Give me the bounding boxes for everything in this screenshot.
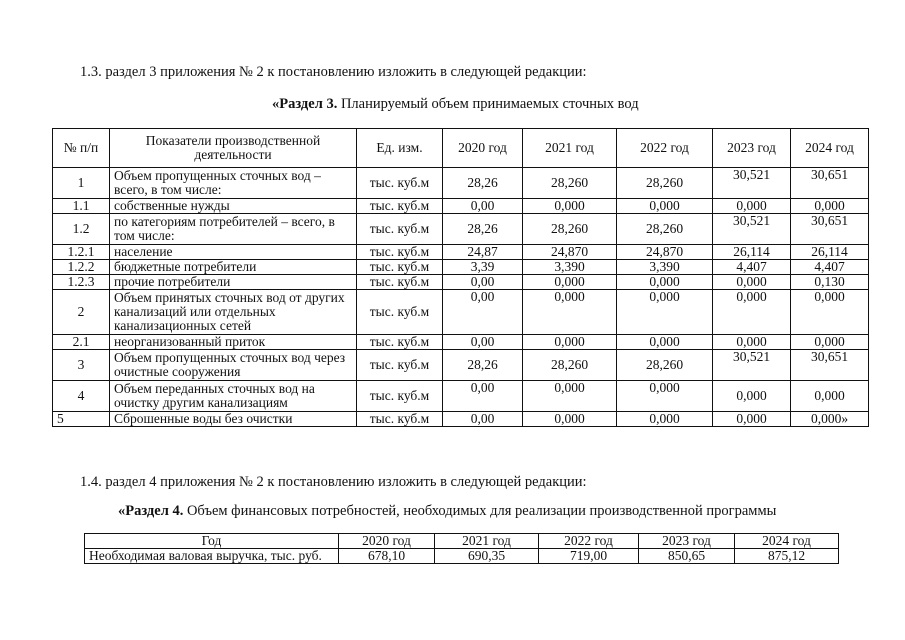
- cell-2023: 0,000: [713, 335, 791, 350]
- row-name: Объем переданных сточных вод на очистку другим канализациям: [110, 381, 357, 412]
- cell-2024: 875,12: [735, 549, 839, 564]
- cell-2021: 0,000: [523, 335, 617, 350]
- cell-2022: 0,000: [617, 290, 713, 335]
- cell-2024: 4,407: [791, 260, 869, 275]
- row-unit: тыс. куб.м: [357, 168, 443, 199]
- section-4-title-text: Объем финансовых потребностей, необходимых для реализации производственной программы: [183, 503, 777, 519]
- cell-2024: 30,651: [791, 214, 869, 245]
- row-name: Объем принятых сточных вод от других канализаций или отдельных канализационных сетей: [110, 290, 357, 335]
- header-2024: 2024 год: [735, 534, 839, 549]
- cell-2024: 26,114: [791, 245, 869, 260]
- header-num: № п/п: [53, 129, 110, 168]
- cell-2022: 28,260: [617, 214, 713, 245]
- cell-2023: 850,65: [639, 549, 735, 564]
- cell-2021: 3,390: [523, 260, 617, 275]
- table-row: [53, 335, 869, 350]
- cell-2021: 0,000: [523, 275, 617, 290]
- cell-2024: 30,651: [791, 350, 869, 381]
- row-name: собственные нужды: [110, 199, 357, 214]
- table-row: [85, 549, 839, 564]
- cell-2020: 0,00: [443, 290, 523, 335]
- row-num: 1.2.2: [53, 260, 110, 275]
- cell-2023: 30,521: [713, 350, 791, 381]
- table-row: [53, 214, 869, 245]
- row-num: 4: [53, 381, 110, 412]
- cell-2021: 28,260: [523, 168, 617, 199]
- cell-2020: 28,26: [443, 168, 523, 199]
- row-name: прочие потребители: [110, 275, 357, 290]
- table-header-row: [85, 534, 839, 549]
- cell-2023: 0,000: [713, 412, 791, 427]
- table-row: [53, 199, 869, 214]
- cell-2022: 24,870: [617, 245, 713, 260]
- paragraph-1-3: 1.3. раздел 3 приложения № 2 к постановлению изложить в следующей редакции:: [80, 64, 587, 80]
- cell-2022: 3,390: [617, 260, 713, 275]
- cell-2020: 28,26: [443, 350, 523, 381]
- section-4-title: [118, 503, 776, 520]
- cell-2021: 0,000: [523, 381, 617, 412]
- row-label: Необходимая валовая выручка, тыс. руб.: [85, 549, 339, 564]
- section-4-prefix: «Раздел 4.: [118, 503, 184, 519]
- cell-2023: 0,000: [713, 290, 791, 335]
- cell-2021: 24,870: [523, 245, 617, 260]
- cell-2020: 0,00: [443, 412, 523, 427]
- row-unit: тыс. куб.м: [357, 214, 443, 245]
- cell-2023: 0,000: [713, 199, 791, 214]
- row-unit: тыс. куб.м: [357, 199, 443, 214]
- row-num: 5: [53, 412, 110, 427]
- cell-2024: 0,000: [791, 290, 869, 335]
- row-name: по категориям потребителей – всего, в том числе:: [110, 214, 357, 245]
- row-name: неорганизованный приток: [110, 335, 357, 350]
- row-name: Сброшенные воды без очистки: [110, 412, 357, 427]
- row-unit: тыс. куб.м: [357, 275, 443, 290]
- header-2023: 2023 год: [639, 534, 735, 549]
- paragraph-1-4: 1.4. раздел 4 приложения № 2 к постановлению изложить в следующей редакции:: [80, 474, 587, 490]
- cell-2022: 0,000: [617, 199, 713, 214]
- cell-2021: 0,000: [523, 412, 617, 427]
- row-name: население: [110, 245, 357, 260]
- cell-2024: 30,651: [791, 168, 869, 199]
- cell-2020: 0,00: [443, 335, 523, 350]
- row-unit: тыс. куб.м: [357, 381, 443, 412]
- row-num: 2: [53, 290, 110, 335]
- table-row: [53, 381, 869, 412]
- cell-2024: 0,000: [791, 381, 869, 412]
- table-row: [53, 275, 869, 290]
- row-num: 3: [53, 350, 110, 381]
- table-row: [53, 260, 869, 275]
- cell-2024: 0,000: [791, 199, 869, 214]
- cell-2020: 3,39: [443, 260, 523, 275]
- header-2022: 2022 год: [539, 534, 639, 549]
- cell-2022: 0,000: [617, 381, 713, 412]
- row-unit: тыс. куб.м: [357, 245, 443, 260]
- row-unit: тыс. куб.м: [357, 260, 443, 275]
- cell-2020: 28,26: [443, 214, 523, 245]
- header-2020: 2020 год: [443, 129, 523, 168]
- table-header-row: [53, 129, 869, 168]
- cell-2021: 690,35: [435, 549, 539, 564]
- row-name: Объем пропущенных сточных вод через очистные сооружения: [110, 350, 357, 381]
- cell-2020: 24,87: [443, 245, 523, 260]
- row-num: 1.2.1: [53, 245, 110, 260]
- table-row: [53, 290, 869, 335]
- cell-2023: 0,000: [713, 275, 791, 290]
- cell-2021: 28,260: [523, 350, 617, 381]
- header-2024: 2024 год: [791, 129, 869, 168]
- cell-2020: 0,00: [443, 381, 523, 412]
- table-row: [53, 245, 869, 260]
- row-name: бюджетные потребители: [110, 260, 357, 275]
- row-num: 1.1: [53, 199, 110, 214]
- cell-2023: 30,521: [713, 214, 791, 245]
- cell-2020: 678,10: [339, 549, 435, 564]
- cell-2020: 0,00: [443, 275, 523, 290]
- row-unit: тыс. куб.м: [357, 350, 443, 381]
- header-2022: 2022 год: [617, 129, 713, 168]
- header-year: Год: [85, 534, 339, 549]
- cell-2021: 0,000: [523, 199, 617, 214]
- section-3-prefix: «Раздел 3.: [272, 96, 338, 112]
- cell-2023: 4,407: [713, 260, 791, 275]
- header-2021: 2021 год: [435, 534, 539, 549]
- table-row: [53, 350, 869, 381]
- row-num: 1: [53, 168, 110, 199]
- cell-2024: 0,000: [791, 335, 869, 350]
- cell-2022: 0,000: [617, 335, 713, 350]
- section-3-title: [272, 96, 639, 113]
- row-name: Объем пропущенных сточных вод – всего, в том числе:: [110, 168, 357, 199]
- row-num: 1.2.3: [53, 275, 110, 290]
- section-3-title-text: Планируемый объем принимаемых сточных вод: [337, 96, 639, 112]
- cell-2023: 0,000: [713, 381, 791, 412]
- header-2021: 2021 год: [523, 129, 617, 168]
- header-2023: 2023 год: [713, 129, 791, 168]
- cell-2022: 0,000: [617, 412, 713, 427]
- cell-2021: 28,260: [523, 214, 617, 245]
- row-unit: тыс. куб.м: [357, 290, 443, 335]
- cell-2022: 719,00: [539, 549, 639, 564]
- table-row: [53, 168, 869, 199]
- cell-2022: 28,260: [617, 168, 713, 199]
- cell-2024: 0,130: [791, 275, 869, 290]
- table-section-4: [84, 533, 839, 564]
- table-row: [53, 412, 869, 427]
- cell-2022: 0,000: [617, 275, 713, 290]
- row-num: 1.2: [53, 214, 110, 245]
- header-unit: Ед. изм.: [357, 129, 443, 168]
- row-num: 2.1: [53, 335, 110, 350]
- row-unit: тыс. куб.м: [357, 412, 443, 427]
- cell-2020: 0,00: [443, 199, 523, 214]
- cell-2024: 0,000»: [791, 412, 869, 427]
- header-2020: 2020 год: [339, 534, 435, 549]
- cell-2023: 30,521: [713, 168, 791, 199]
- cell-2022: 28,260: [617, 350, 713, 381]
- row-unit: тыс. куб.м: [357, 335, 443, 350]
- table-section-3: [52, 128, 869, 427]
- header-indicator: Показатели производственной деятельности: [110, 129, 357, 168]
- cell-2021: 0,000: [523, 290, 617, 335]
- cell-2023: 26,114: [713, 245, 791, 260]
